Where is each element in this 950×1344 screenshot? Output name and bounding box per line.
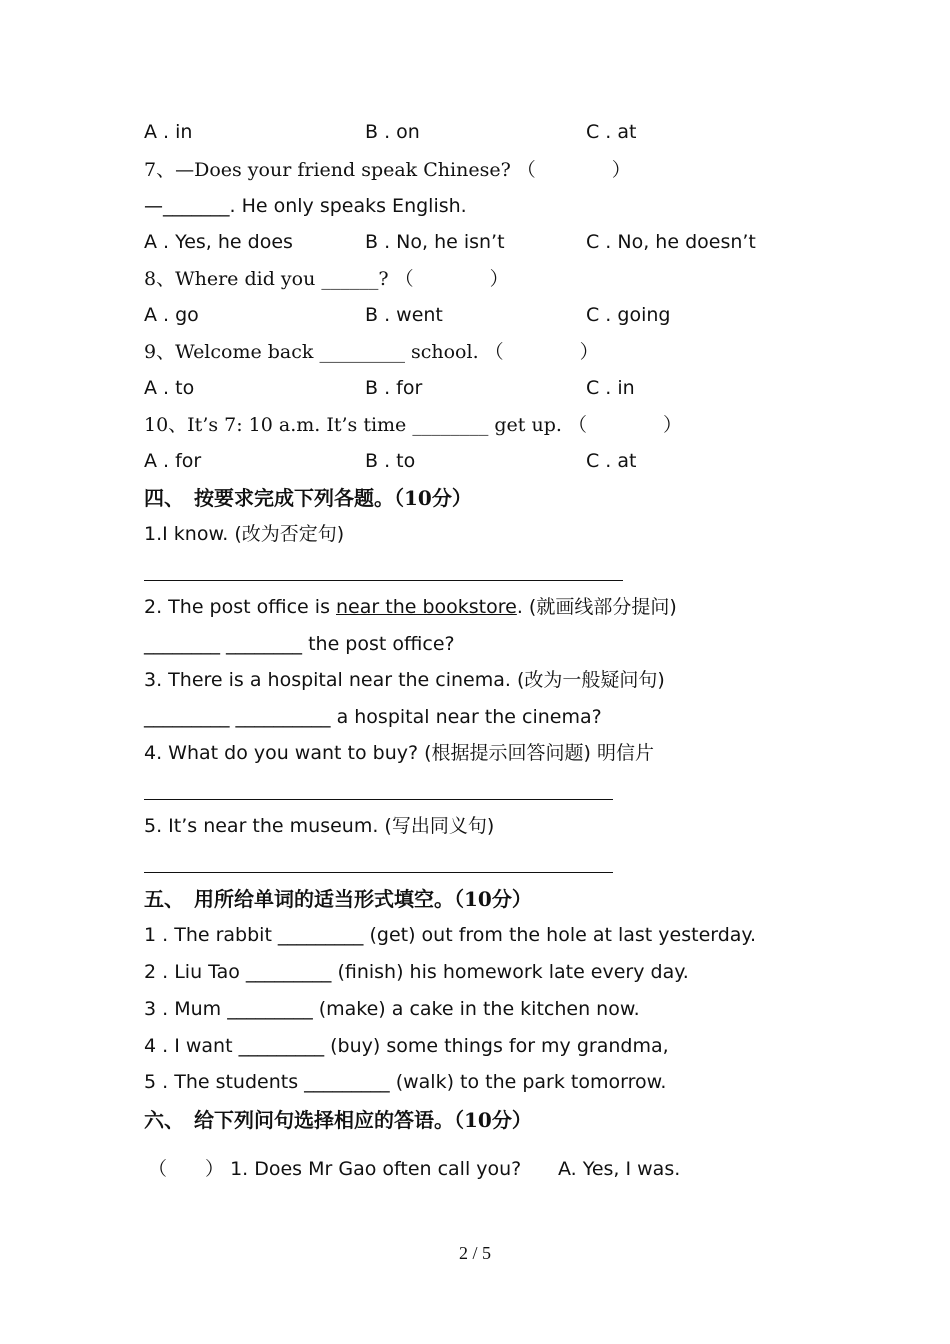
section4-heading: 四、 按要求完成下列各题。（10分） (144, 486, 472, 510)
section4-q2-underlined: near the bookstore (336, 596, 517, 618)
section4-q4: 4. What do you want to buy? (根据提示回答问题) 明信片 (144, 742, 654, 764)
q7-options (144, 229, 844, 255)
section4-q3-answer: _________ __________ a hospital near the cinema? (144, 706, 602, 728)
q6-option-c: C . at (586, 121, 637, 143)
q9-question: 9、Welcome back _________ school. （ ） (144, 341, 599, 363)
section4-q2-suffix: . (就画线部分提问) (516, 596, 677, 618)
q6-option-b: B . on (365, 121, 420, 143)
section4-q1: 1.I know. (改为否定句) (144, 523, 345, 545)
section6-q1-text: 1. Does Mr Gao often call you? (230, 1158, 522, 1180)
q7-blank-line: —_______. He only speaks English. (144, 195, 467, 217)
q10-options (144, 448, 844, 474)
section6-q1-option: A. Yes, I was. (558, 1158, 681, 1180)
section6-heading: 六、 给下列问句选择相应的答语。（10分） (144, 1108, 532, 1132)
q10-option-b: B . to (365, 450, 416, 472)
q8-question: 8、Where did you ______? （ ） (144, 268, 509, 290)
section6-q1 (148, 1156, 521, 1182)
q10-question: 10、It’s 7: 10 a.m. It’s time ________ get up. （ ） (144, 414, 682, 436)
section5-item-3: 3 . Mum _________ (make) a cake in the kitchen now. (144, 998, 640, 1020)
section4-q2 (144, 594, 677, 620)
section4-q1-answer-line (144, 580, 623, 581)
q7-option-c: C . No, he doesn’t (586, 231, 756, 253)
q10-option-c: C . at (586, 450, 637, 472)
section5-heading: 五、 用所给单词的适当形式填空。（10分） (144, 887, 532, 911)
q9-option-a: A . to (144, 377, 195, 399)
q9-option-b: B . for (365, 377, 423, 399)
section4-q4-answer-line (144, 799, 613, 800)
q9-options (144, 375, 844, 401)
section4-q5: 5. It’s near the museum. (写出同义句) (144, 815, 495, 837)
q6-option-a: A . in (144, 121, 193, 143)
section5-item-2: 2 . Liu Tao _________ (finish) his homework late every day. (144, 961, 689, 983)
q6-options (144, 119, 844, 145)
section5-item-1: 1 . The rabbit _________ (get) out from the hole at last yesterday. (144, 924, 757, 946)
q8-option-a: A . go (144, 304, 199, 326)
section6-q1-bracket: （ ） (148, 1158, 225, 1180)
section4-q2-answer: ________ ________ the post office? (144, 633, 455, 655)
section4-q3: 3. There is a hospital near the cinema. (改为一般疑问句) (144, 669, 665, 691)
q10-option-a: A . for (144, 450, 202, 472)
q9-option-c: C . in (586, 377, 635, 399)
page-number: 2 / 5 (458, 1243, 491, 1263)
q7-option-b: B . No, he isn’t (365, 231, 505, 253)
section5-item-4: 4 . I want _________ (buy) some things for my grandma, (144, 1035, 669, 1057)
q7-question: 7、—Does your friend speak Chinese? （ ） (144, 159, 631, 181)
q7-option-a: A . Yes, he does (144, 231, 293, 253)
section4-q2-prefix: 2. The post office is (144, 596, 337, 618)
q8-option-c: C . going (586, 304, 671, 326)
q8-option-b: B . went (365, 304, 443, 326)
section4-q5-answer-line (144, 872, 613, 873)
section5-item-5: 5 . The students _________ (walk) to the park tomorrow. (144, 1071, 667, 1093)
q8-options (144, 302, 844, 328)
